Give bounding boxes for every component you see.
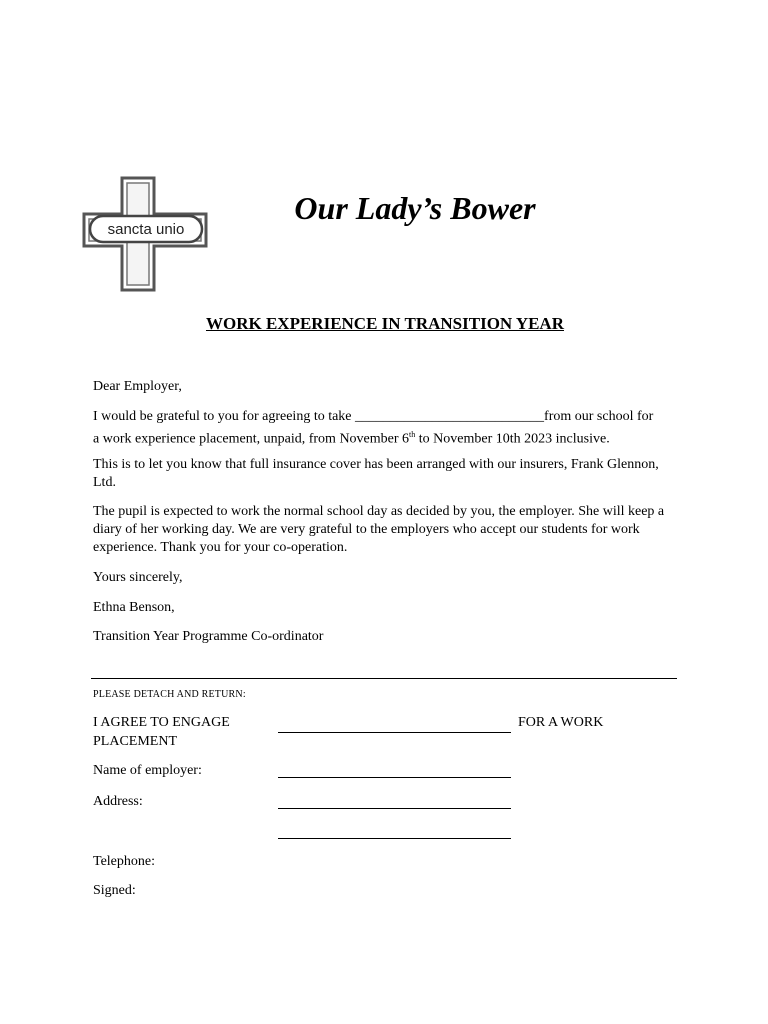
p1-text-c: a work experience placement, unpaid, from November 6: [93, 431, 410, 447]
agree-suffix: FOR A WORK: [518, 715, 604, 730]
agree-label: I AGREE TO ENGAGE: [93, 715, 230, 730]
employer-line[interactable]: [278, 777, 511, 778]
school-name: Our Lady’s Bower: [294, 190, 536, 226]
logo-text: sancta unio: [107, 221, 185, 238]
employer-label: Name of employer:: [93, 763, 202, 778]
address-line-1[interactable]: [278, 808, 511, 809]
document-heading: WORK EXPERIENCE IN TRANSITION YEAR: [205, 314, 564, 333]
signatory-name: Ethna Benson,: [93, 600, 175, 615]
p1-text-d: to November 10th 2023 inclusive.: [415, 431, 610, 447]
telephone-label: Telephone:: [93, 854, 155, 869]
detach-divider: [91, 678, 677, 679]
address-label: Address:: [93, 794, 143, 809]
paragraph-placement: [93, 408, 683, 449]
closing: Yours sincerely,: [93, 570, 183, 585]
paragraph-expectations: The pupil is expected to work the normal school day as decided by you, the employer. She will keep a diary of her working day. We are very grateful to the employers who accept our students for work experience. Thank you for your co-operation.: [93, 504, 665, 555]
salutation: Dear Employer,: [93, 379, 182, 394]
agree-label-2: PLACEMENT: [93, 734, 177, 749]
p1-text-a: I would be grateful to you for agreeing to take: [93, 409, 356, 424]
p1-superscript: th: [409, 430, 416, 439]
signed-label: Signed:: [93, 883, 136, 898]
paragraph-insurance: This is to let you know that full insurance cover has been arranged with our insurers, Frank Glennon, Ltd.: [93, 457, 659, 490]
school-logo: [80, 176, 210, 294]
p1-text-b: from our school for: [544, 409, 654, 424]
detach-note: PLEASE DETACH AND RETURN:: [93, 689, 246, 700]
student-name-blank: ___________________________: [355, 409, 545, 424]
address-line-2[interactable]: [278, 838, 511, 839]
signatory-title: Transition Year Programme Co-ordinator: [93, 629, 324, 644]
student-name-line[interactable]: [278, 732, 511, 733]
